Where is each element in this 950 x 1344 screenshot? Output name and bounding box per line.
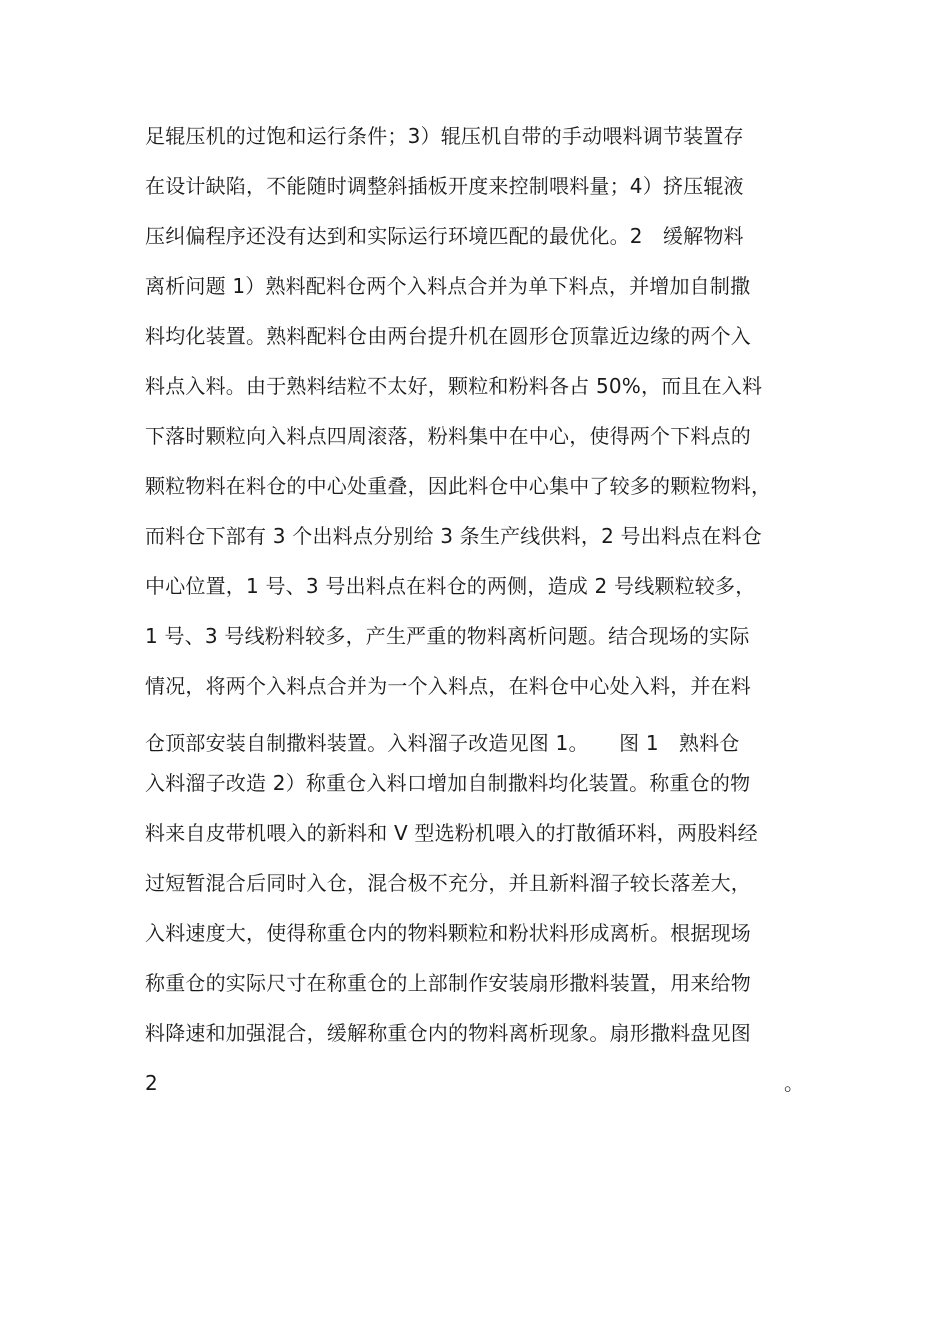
text-line: 中心位置，1 号、3 号出料点在料仓的两侧，造成 2 号线颗粒较多， bbox=[145, 574, 756, 598]
text-line: 料点入料。由于熟料结粒不太好，颗粒和粉料各占 50%，而且在入料 bbox=[145, 374, 763, 398]
text-line: 料来自皮带机喂入的新料和 V 型选粉机喂入的打散循环料，两股料经 bbox=[145, 821, 758, 845]
text-line: 压纠偏程序还没有达到和实际运行环境匹配的最优化。2 缓解物料 bbox=[145, 224, 744, 248]
text-line: 料均化装置。熟料配料仓由两台提升机在圆形仓顶靠近边缘的两个入 bbox=[145, 324, 751, 348]
sentence-period: 。 bbox=[784, 1071, 805, 1095]
text-line: 颗粒物料在料仓的中心处重叠，因此料仓中心集中了较多的颗粒物料， bbox=[145, 474, 772, 498]
text-line: 离析问题 1）熟料配料仓两个入料点合并为单下料点，并增加自制撒 bbox=[145, 274, 751, 298]
text-line: 称重仓的实际尺寸在称重仓的上部制作安装扇形撒料装置，用来给物 bbox=[145, 971, 751, 995]
text-line: 而料仓下部有 3 个出料点分别给 3 条生产线供料，2 号出料点在料仓 bbox=[145, 524, 762, 548]
text-line: 入料速度大，使得称重仓内的物料颗粒和粉状料形成离析。根据现场 bbox=[145, 921, 751, 945]
text-line: 在设计缺陷，不能随时调整斜插板开度来控制喂料量；4）挤压辊液 bbox=[145, 174, 744, 198]
text-line: 足辊压机的过饱和运行条件；3）辊压机自带的手动喂料调节装置存 bbox=[145, 124, 744, 148]
text-line: 情况，将两个入料点合并为一个入料点，在料仓中心处入料，并在料 bbox=[145, 674, 751, 698]
text-line: 入料溜子改造 2）称重仓入料口增加自制撒料均化装置。称重仓的物 bbox=[145, 771, 751, 795]
figure-number: 2 bbox=[145, 1071, 158, 1095]
text-line: 料降速和加强混合，缓解称重仓内的物料离析现象。扇形撒料盘见图 bbox=[145, 1021, 751, 1045]
text-line: 下落时颗粒向入料点四周滚落，粉料集中在中心，使得两个下料点的 bbox=[145, 424, 751, 448]
text-line: 过短暂混合后同时入仓，混合极不充分，并且新料溜子较长落差大， bbox=[145, 871, 751, 895]
text-line: 1 号、3 号线粉料较多，产生严重的物料离析问题。结合现场的实际 bbox=[145, 624, 750, 648]
text-line: 仓顶部安装自制撒料装置。入料溜子改造见图 1。 图 1 熟料仓 bbox=[145, 731, 740, 755]
